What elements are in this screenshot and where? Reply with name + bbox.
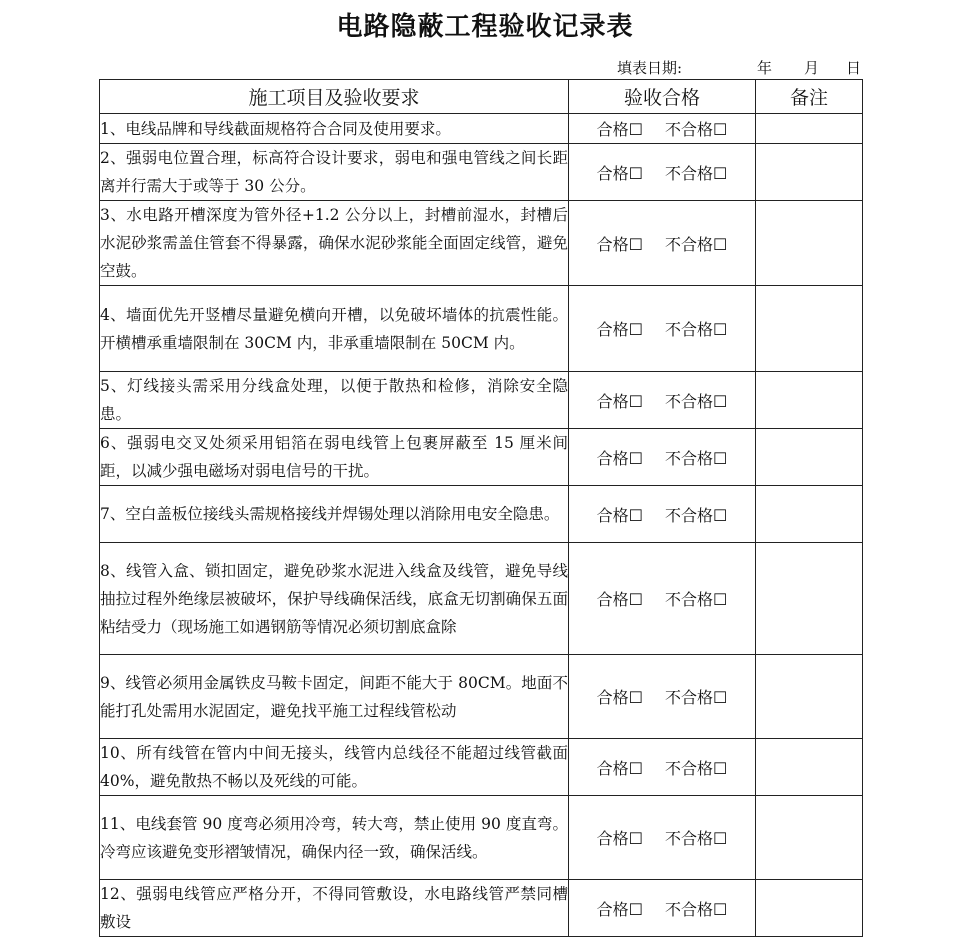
acceptance-cell — [569, 372, 756, 429]
remarks-cell[interactable] — [756, 739, 863, 796]
acceptance-cell — [569, 796, 756, 880]
remarks-cell[interactable] — [756, 880, 863, 937]
fail-checkbox[interactable]: 不合格☐ — [665, 120, 728, 139]
requirement-text: 4、墙面优先开竖槽尽量避免横向开槽，以免破坏墙体的抗震性能。开横槽承重墙限制在 30CM 内，非承重墙限制在 50CM 内。 — [100, 286, 569, 372]
requirement-text: 3、水电路开槽深度为管外径+1.2 公分以上，封槽前湿水，封槽后水泥砂浆需盖住管套不得暴露，确保水泥砂浆能全面固定线管，避免空鼓。 — [100, 201, 569, 286]
pass-checkbox[interactable]: 合格☐ — [596, 234, 643, 254]
pass-checkbox[interactable]: 合格☐ — [596, 590, 643, 609]
acceptance-cell — [569, 543, 756, 655]
requirement-text: 9、线管必须用金属铁皮马鞍卡固定，间距不能大于 80CM。地面不能打孔处需用水泥固定，避免找平施工过程线管松动 — [100, 655, 569, 739]
table-row — [100, 486, 863, 543]
pass-checkbox[interactable]: 合格☐ — [596, 448, 643, 468]
fail-checkbox[interactable]: 不合格☐ — [665, 163, 728, 183]
date-year-label: 年 — [757, 59, 773, 77]
remarks-cell[interactable] — [756, 286, 863, 372]
fail-checkbox[interactable]: 不合格☐ — [665, 391, 728, 411]
acceptance-cell — [569, 486, 756, 543]
fill-date-label: 填表日期: — [617, 59, 683, 77]
acceptance-cell — [569, 429, 756, 486]
header-acceptance: 验收合格 — [569, 80, 756, 114]
table-header-row — [100, 80, 863, 114]
pass-checkbox[interactable]: 合格☐ — [596, 829, 643, 848]
requirement-text: 5、灯线接头需采用分线盒处理，以便于散热和检修，消除安全隐患。 — [100, 372, 569, 429]
table-row — [100, 739, 863, 796]
requirement-text: 11、电线套管 90 度弯必须用冷弯，转大弯，禁止使用 90 度直弯。冷弯应该避免变形褶皱情况，确保内径一致，确保活线。 — [100, 796, 569, 880]
pass-checkbox[interactable]: 合格☐ — [596, 505, 643, 525]
table-row — [100, 543, 863, 655]
acceptance-cell — [569, 880, 756, 937]
table-row — [100, 655, 863, 739]
fail-checkbox[interactable]: 不合格☐ — [665, 505, 728, 525]
fail-checkbox[interactable]: 不合格☐ — [665, 758, 728, 778]
date-month-label: 月 — [804, 59, 820, 77]
remarks-cell[interactable] — [756, 486, 863, 543]
acceptance-cell — [569, 144, 756, 201]
acceptance-cell — [569, 286, 756, 372]
pass-checkbox[interactable]: 合格☐ — [596, 688, 643, 707]
fail-checkbox[interactable]: 不合格☐ — [665, 899, 728, 919]
requirement-text: 10、所有线管在管内中间无接头，线管内总线径不能超过线管截面 40%，避免散热不畅以及死线的可能。 — [100, 739, 569, 796]
table-row — [100, 144, 863, 201]
remarks-cell[interactable] — [756, 796, 863, 880]
table-row — [100, 796, 863, 880]
fail-checkbox[interactable]: 不合格☐ — [665, 320, 728, 339]
remarks-cell[interactable] — [756, 201, 863, 286]
fail-checkbox[interactable]: 不合格☐ — [665, 234, 728, 254]
requirement-text: 6、强弱电交叉处须采用铝箔在弱电线管上包裹屏蔽至 15 厘米间距，以减少强电磁场对弱电信号的干扰。 — [100, 429, 569, 486]
header-requirements: 施工项目及验收要求 — [100, 80, 569, 114]
acceptance-cell — [569, 739, 756, 796]
fail-checkbox[interactable]: 不合格☐ — [665, 829, 728, 848]
remarks-cell[interactable] — [756, 144, 863, 201]
inspection-table — [99, 79, 863, 937]
fail-checkbox[interactable]: 不合格☐ — [665, 590, 728, 609]
fail-checkbox[interactable]: 不合格☐ — [665, 448, 728, 468]
pass-checkbox[interactable]: 合格☐ — [596, 163, 643, 183]
table-row — [100, 372, 863, 429]
requirement-text: 2、强弱电位置合理，标高符合设计要求，弱电和强电管线之间长距离并行需大于或等于 30 公分。 — [100, 144, 569, 201]
acceptance-cell — [569, 201, 756, 286]
acceptance-cell — [569, 655, 756, 739]
form-title: 电路隐蔽工程验收记录表 — [336, 12, 634, 42]
date-day-label: 日 — [846, 59, 862, 77]
remarks-cell[interactable] — [756, 655, 863, 739]
pass-checkbox[interactable]: 合格☐ — [596, 391, 643, 411]
pass-checkbox[interactable]: 合格☐ — [596, 758, 643, 778]
table-row — [100, 429, 863, 486]
fill-date-line — [0, 57, 970, 79]
remarks-cell[interactable] — [756, 429, 863, 486]
table-row — [100, 114, 863, 144]
header-remarks: 备注 — [756, 80, 863, 114]
requirement-text: 1、电线品牌和导线截面规格符合合同及使用要求。 — [100, 114, 569, 144]
pass-checkbox[interactable]: 合格☐ — [596, 120, 643, 139]
requirement-text: 7、空白盖板位接线头需规格接线并焊锡处理以消除用电安全隐患。 — [100, 486, 569, 543]
table-row — [100, 286, 863, 372]
remarks-cell[interactable] — [756, 543, 863, 655]
requirement-text: 12、强弱电线管应严格分开，不得同管敷设，水电路线管严禁同槽敷设 — [100, 880, 569, 937]
requirement-text: 8、线管入盒、锁扣固定，避免砂浆水泥进入线盒及线管，避免导线抽拉过程外绝缘层被破坏，保护导线确保活线，底盒无切割确保五面粘结受力（现场施工如遇钢筋等情况必须切割底盒除 — [100, 543, 569, 655]
remarks-cell[interactable] — [756, 114, 863, 144]
pass-checkbox[interactable]: 合格☐ — [596, 320, 643, 339]
table-row — [100, 201, 863, 286]
remarks-cell[interactable] — [756, 372, 863, 429]
fail-checkbox[interactable]: 不合格☐ — [665, 688, 728, 707]
table-row — [100, 880, 863, 937]
acceptance-cell — [569, 114, 756, 144]
pass-checkbox[interactable]: 合格☐ — [596, 899, 643, 919]
